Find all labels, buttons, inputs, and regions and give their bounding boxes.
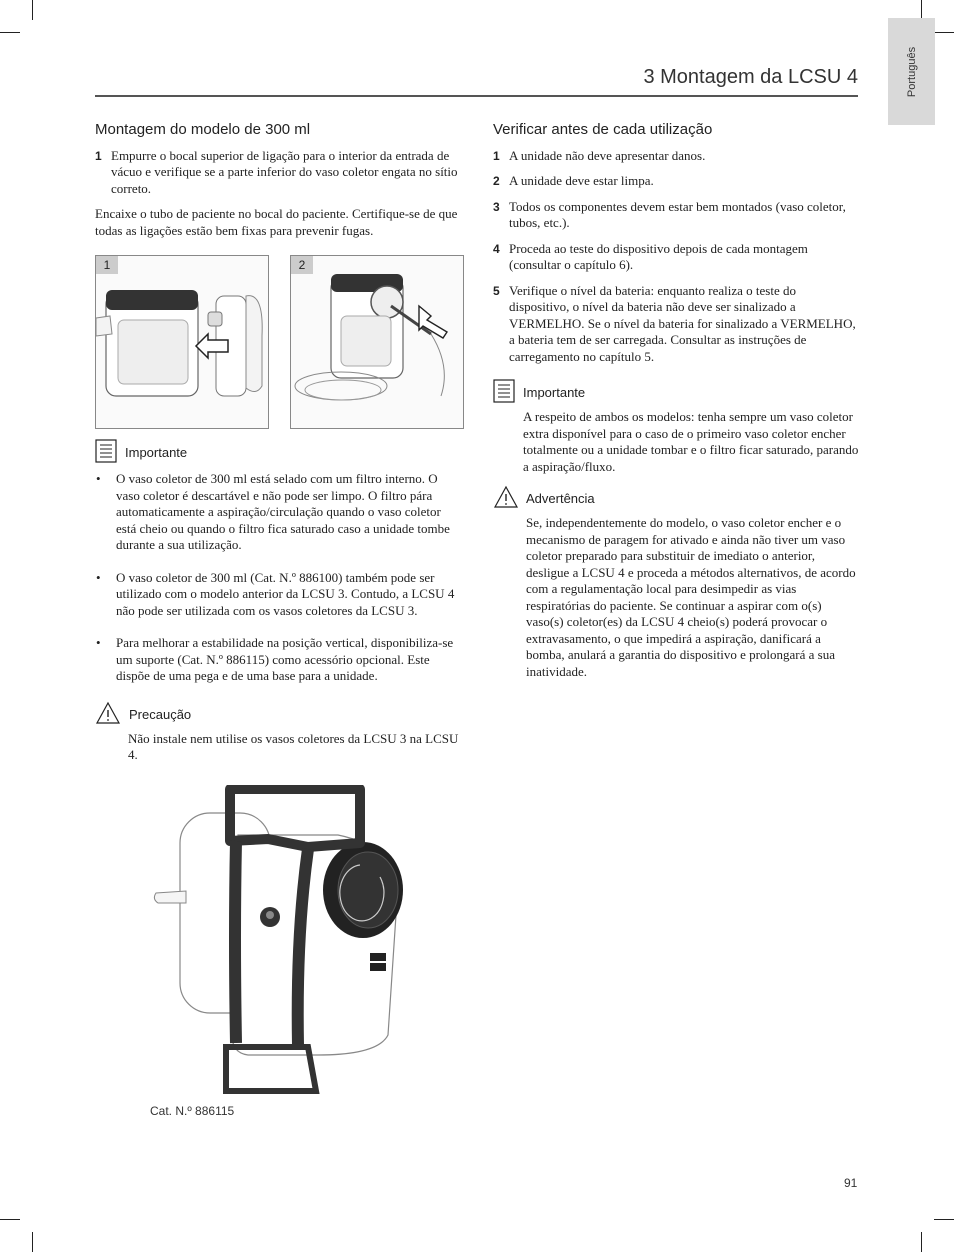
header-rule: [95, 95, 858, 97]
warning-title: Advertência: [526, 491, 595, 506]
caution-title: Precaução: [129, 706, 192, 722]
step-number: 1: [95, 148, 102, 163]
step-text: A unidade não deve apresentar danos.: [509, 147, 706, 163]
check-step: [493, 148, 859, 165]
important-title: Importante: [523, 385, 586, 400]
check-step: [493, 241, 859, 274]
warning-text: Se, independentemente do modelo, o vaso coletor encher e o mecanismo de paragem for ativado e ainda não tiver um vaso coletor preparado para substituir de imediato o anterior, desligue a LCSU 4 e proceda a métodos alternativos, de acordo com a regulamentação local para desimpedir as vias respiratórias do paciente. Se continuar a aspirar com o(s) vaso(s) coletor(es) da LCSU 4 cheio(s) poderá provocar o extravasamento, o que impedirá a aspiração, danificará a bomba, anulará a garantia do dispositivo e prolongará a sua inatividade.: [526, 515, 856, 679]
warning-notice: [493, 485, 859, 511]
check-step: [493, 199, 859, 232]
step-text: A unidade deve estar limpa.: [509, 173, 654, 188]
figure-1: [95, 255, 269, 429]
language-tab: [888, 18, 935, 125]
figure-2-label: 2: [291, 256, 313, 274]
figure-2-illustration: [291, 256, 463, 428]
crop-mark: [921, 1232, 922, 1252]
note-icon: [95, 439, 117, 465]
right-heading: Verificar antes de cada utilização: [493, 121, 713, 138]
bullet-item: • Para melhorar a estabilidade na posição vertical, disponibiliza-se um suporte (Cat. N.º 886115) como acessório opcional. Este dispõe de uma pega e de uma base para a unidade.: [95, 635, 463, 685]
crop-mark: [0, 32, 20, 33]
crop-mark: [32, 1232, 33, 1252]
step-number: 2: [493, 174, 500, 188]
important-notice: [95, 439, 463, 465]
left-column: [95, 120, 463, 773]
caution-icon: [95, 701, 121, 725]
chapter-title: 3 Montagem da LCSU 4: [643, 66, 858, 88]
step-number: 5: [493, 283, 500, 298]
step-text: Todos os componentes devem estar bem montados (vaso coletor, tubos, etc.).: [509, 198, 846, 230]
important-title: Importante: [125, 445, 188, 460]
step-text: Proceda ao teste do dispositivo depois de cada montagem (consultar o capítulo 6).: [509, 240, 808, 272]
check-step: [493, 283, 859, 366]
stand-illustration: [148, 785, 413, 1100]
check-step: [493, 173, 859, 190]
caution-text: Não instale nem utilise os vasos coletores da LCSU 3 na LCSU 4.: [128, 730, 459, 762]
note-icon: [493, 379, 515, 405]
important-bullets: [95, 471, 463, 685]
bullet-item: • O vaso coletor de 300 ml (Cat. N.º 886100) também pode ser utilizado com o modelo anterior da LCSU 3. Contudo, a LCSU 4 não pode ser utilizada com os vasos coletores da LCSU 3.: [95, 570, 463, 620]
step-text: Verifique o nível da bateria: enquanto realiza o teste do dispositivo, o nível da bateria não deve ser sinalizado a VERMELHO. Se o nível da bateria for sinalizado a VERMELHO, a bateria tem de ser carregada. Consultar as instruções de carregamento no capítulo 5.: [509, 282, 856, 364]
crop-mark: [934, 32, 954, 33]
step-number: 1: [493, 148, 500, 163]
crop-mark: [934, 1219, 954, 1220]
figure-1-label: 1: [96, 256, 118, 274]
crop-mark: [921, 0, 922, 20]
important-text: A respeito de ambos os modelos: tenha sempre um vaso coletor extra disponível para o caso de o primeiro vaso coletor encher totalmente ou a unidade tombar e o filtro ficar saturado, parando a aspiração/fluxo.: [523, 409, 859, 474]
important-notice: [493, 379, 859, 405]
connection-paragraph: Encaixe o tubo de paciente no bocal do paciente. Certifique-se de que todas as ligações estão bem fixas para prevenir fugas.: [95, 206, 458, 238]
step-number: 4: [493, 241, 500, 256]
figure-1-illustration: [96, 256, 268, 428]
language-tab-label: Português: [905, 46, 918, 97]
left-heading: Montagem do modelo de 300 ml: [95, 121, 311, 138]
page-number: 91: [844, 1176, 858, 1190]
assembly-figures: [95, 255, 463, 429]
assembly-step: [95, 148, 463, 198]
step-text: Empurre o bocal superior de ligação para o interior da entrada de vácuo e verifique se a parte inferior do vaso coletor engata no sítio correto.: [111, 147, 458, 196]
bullet-item: • O vaso coletor de 300 ml está selado com um filtro interno. O vaso coletor é descartável e não pode ser limpo. O filtro pára automaticamente a aspiração/circulação quando o vaso coletor está cheio ou quando o filtro fica saturado caso a unidade tombe durante a sua utilização.: [95, 471, 463, 554]
figure-2: [290, 255, 464, 429]
step-number: 3: [493, 199, 500, 214]
illustration-caption: Cat. N.º 886115: [150, 1104, 235, 1118]
right-column: [493, 120, 859, 689]
crop-mark: [32, 0, 33, 20]
warning-icon: [493, 485, 519, 509]
caution-notice: [95, 701, 463, 727]
crop-mark: [0, 1219, 20, 1220]
